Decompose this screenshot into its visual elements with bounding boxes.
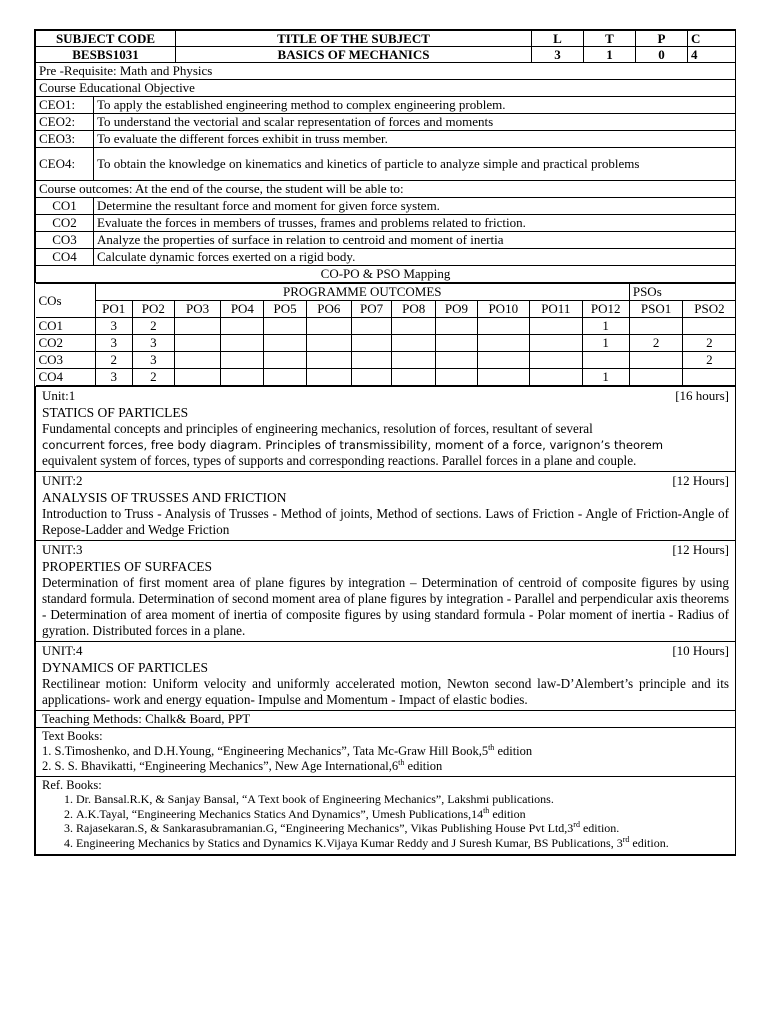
- co-code: CO4: [36, 249, 94, 266]
- unit-text: Fundamental concepts and principles of engineering mechanics, resolution of forces, resultant of several concurrent forces, free body diagram. Principles of transmissibility, moment of a force, varignon’s theorem equivalent system of forces, types of supports and corresponding reactions. Parallel forces in a plane and couple.: [42, 421, 664, 468]
- mapping-column-header: PO6: [306, 301, 351, 318]
- unit-3-section: [36, 541, 736, 642]
- unit-text: Determination of first moment area of plane figures by integration – Determination of centroid of composite figures by using standard formula. Determination of second moment area of plane figures by integration - Parallel and perpendicular axis theorems - Determination of area moment of inertia of composite figures by using standard formula - Polar moment of inertia - Radius of gyration. Distributed forces in a plane.: [42, 575, 729, 638]
- mapping-column-header: PSO2: [683, 301, 736, 318]
- unit-hours: [12 Hours]: [672, 473, 729, 488]
- mapping-cell: [306, 369, 351, 386]
- mapping-cell: [629, 318, 683, 335]
- unit-title: STATICS OF PARTICLES: [42, 405, 189, 420]
- co-text: Evaluate the forces in members of trusses, frames and problems related to friction.: [94, 215, 736, 232]
- mapping-cell: [351, 335, 391, 352]
- ref-book-item: 4. Engineering Mechanics by Statics and Dynamics K.Vijaya Kumar Reddy and J Suresh Kumar, BS Publications, 3rd edition.: [76, 837, 729, 851]
- ref-book-item: 1. Dr. Bansal.R.K, & Sanjay Bansal, “A Text book of Engineering Mechanics”, Lakshmi publications.: [76, 793, 729, 807]
- title-heading: TITLE OF THE SUBJECT: [176, 31, 532, 47]
- mapping-cell: [629, 369, 683, 386]
- ceo-row: [36, 114, 736, 131]
- mapping-cell: [683, 369, 736, 386]
- mapping-cell: [477, 318, 529, 335]
- mapping-cell: [306, 352, 351, 369]
- mapping-cell: [174, 352, 220, 369]
- pso-group-heading: PSOs: [629, 284, 735, 301]
- mapping-cell: 3: [95, 369, 132, 386]
- t-heading: T: [584, 31, 636, 47]
- co-text: Calculate dynamic forces exerted on a rigid body.: [94, 249, 736, 266]
- mapping-cell: [530, 352, 582, 369]
- co-text: Determine the resultant force and moment for given force system.: [94, 198, 736, 215]
- mapping-cell: [683, 318, 736, 335]
- mapping-cell: [477, 352, 529, 369]
- mapping-cell: [436, 318, 477, 335]
- mapping-title: CO-PO & PSO Mapping: [36, 266, 736, 283]
- mapping-column-header: PO2: [132, 301, 174, 318]
- mapping-cell: [174, 335, 220, 352]
- mapping-cell: 3: [132, 352, 174, 369]
- mapping-cell: [221, 318, 264, 335]
- mapping-cell: [306, 318, 351, 335]
- mapping-cell: 3: [95, 318, 132, 335]
- mapping-cell: [436, 335, 477, 352]
- unit-text: Introduction to Truss - Analysis of Trusses - Method of joints, Method of sections. Laws of Friction - Angle of Friction-Angle of Repose-Ladder and Wedge Friction: [42, 506, 729, 537]
- ceo-text: To evaluate the different forces exhibit in truss member.: [94, 131, 736, 148]
- unit-label: UNIT:4: [42, 643, 83, 658]
- unit-title: ANALYSIS OF TRUSSES AND FRICTION: [42, 490, 287, 505]
- mapping-co-label: CO4: [36, 369, 96, 386]
- mapping-column-headers: [36, 301, 736, 318]
- mapping-cell: [392, 352, 436, 369]
- mapping-column-header: PO5: [264, 301, 306, 318]
- unit-label: UNIT:3: [42, 542, 83, 557]
- mapping-cell: [264, 318, 306, 335]
- mapping-cell: [392, 369, 436, 386]
- mapping-cell: 1: [582, 335, 629, 352]
- co-text: Analyze the properties of surface in relation to centroid and moment of inertia: [94, 232, 736, 249]
- ceo-row: [36, 131, 736, 148]
- mapping-column-header: PO10: [477, 301, 529, 318]
- co-code: CO1: [36, 198, 94, 215]
- mapping-row: [36, 352, 736, 369]
- mapping-cell: [477, 369, 529, 386]
- teaching-methods: Teaching Methods: Chalk& Board, PPT: [36, 711, 736, 728]
- po-group-heading: PROGRAMME OUTCOMES: [95, 284, 629, 301]
- mapping-cell: [477, 335, 529, 352]
- mapping-row: [36, 318, 736, 335]
- mapping-cell: [436, 352, 477, 369]
- co-po-mapping-table: [36, 283, 736, 386]
- mapping-column-header: PO7: [351, 301, 391, 318]
- mapping-cell: [221, 369, 264, 386]
- mapping-cell: [530, 318, 582, 335]
- mapping-cell: [306, 335, 351, 352]
- mapping-cell: 3: [95, 335, 132, 352]
- mapping-column-header: PO8: [392, 301, 436, 318]
- text-books-heading: Text Books:: [42, 729, 103, 743]
- ref-books-list: [42, 793, 729, 850]
- mapping-cell: [221, 335, 264, 352]
- unit-title: PROPERTIES OF SURFACES: [42, 559, 212, 574]
- mapping-co-label: CO1: [36, 318, 96, 335]
- co-code: CO2: [36, 215, 94, 232]
- ceo-code: CEO1:: [36, 97, 94, 114]
- mapping-cell: [530, 369, 582, 386]
- mapping-cell: [582, 352, 629, 369]
- unit-hours: [12 Hours]: [672, 542, 729, 557]
- mapping-column-header: PO1: [95, 301, 132, 318]
- unit-1-section: [36, 387, 736, 472]
- unit-2-section: [36, 472, 736, 541]
- mapping-column-header: PO3: [174, 301, 220, 318]
- mapping-cell: 2: [132, 318, 174, 335]
- cos-label: COs: [36, 284, 96, 318]
- c-value: 4: [688, 47, 736, 63]
- ceo-text: To obtain the knowledge on kinematics and kinetics of particle to analyze simple and practical problems: [94, 148, 736, 181]
- syllabus-document: [34, 29, 736, 856]
- ceo-text: To apply the established engineering method to complex engineering problem.: [94, 97, 736, 114]
- mapping-cell: [221, 352, 264, 369]
- mapping-cell: 2: [683, 352, 736, 369]
- mapping-cell: 3: [132, 335, 174, 352]
- mapping-cell: [351, 369, 391, 386]
- unit-4-section: [36, 642, 736, 711]
- ceo-row: [36, 97, 736, 114]
- mapping-column-header: PO9: [436, 301, 477, 318]
- co-row: [36, 215, 736, 232]
- text-book-item: 2. S. S. Bhavikatti, “Engineering Mechanics”, New Age International,6th edition: [42, 757, 443, 773]
- l-heading: L: [532, 31, 584, 47]
- header-row: [36, 31, 736, 47]
- mapping-row: [36, 369, 736, 386]
- mapping-cell: [174, 369, 220, 386]
- unit-text: Rectilinear motion: Uniform velocity and uniformly accelerated motion, Newton second law-D’Alembert’s principle and its applications- work and energy equation- Impulse and Momentum - Impact of elastic bodies.: [42, 676, 729, 707]
- mapping-column-header: PO12: [582, 301, 629, 318]
- mapping-row: [36, 335, 736, 352]
- ceo-code: CEO2:: [36, 114, 94, 131]
- co-row: [36, 232, 736, 249]
- mapping-co-label: CO3: [36, 352, 96, 369]
- ceo-code: CEO4:: [36, 148, 94, 181]
- mapping-co-label: CO2: [36, 335, 96, 352]
- p-heading: P: [636, 31, 688, 47]
- mapping-cell: [264, 335, 306, 352]
- co-heading: Course outcomes: At the end of the course, the student will be able to:: [36, 181, 736, 198]
- unit-label: Unit:1: [42, 388, 76, 403]
- ceo-text: To understand the vectorial and scalar representation of forces and moments: [94, 114, 736, 131]
- mapping-cell: 2: [683, 335, 736, 352]
- subject-title: BASICS OF MECHANICS: [176, 47, 532, 63]
- text-book-item: 1. S.Timoshenko, and D.H.Young, “Engineering Mechanics”, Tata Mc-Graw Hill Book,5th edition: [42, 742, 533, 758]
- syllabus-table: [35, 30, 736, 855]
- ref-books-heading: Ref. Books:: [42, 778, 102, 792]
- unit-title: DYNAMICS OF PARTICLES: [42, 660, 208, 675]
- mapping-cell: [351, 318, 391, 335]
- mapping-cell: 1: [582, 318, 629, 335]
- mapping-cell: 2: [95, 352, 132, 369]
- prerequisite: Pre -Requisite: Math and Physics: [36, 63, 736, 80]
- ref-book-item: 3. Rajasekaran.S, & Sankarasubramanian.G, “Engineering Mechanics”, Vikas Publishing House Pvt Ltd,3rd edition.: [76, 822, 729, 836]
- mapping-cell: [392, 318, 436, 335]
- ref-books-section: [36, 777, 736, 855]
- subject-code-heading: SUBJECT CODE: [36, 31, 176, 47]
- mapping-cell: [436, 369, 477, 386]
- l-value: 3: [532, 47, 584, 63]
- mapping-column-header: PSO1: [629, 301, 683, 318]
- t-value: 1: [584, 47, 636, 63]
- mapping-cell: [264, 352, 306, 369]
- unit-hours: [16 hours]: [675, 388, 729, 403]
- subject-code: BESBS1031: [36, 47, 176, 63]
- mapping-cell: [264, 369, 306, 386]
- c-heading: C: [688, 31, 736, 47]
- mapping-cell: 2: [132, 369, 174, 386]
- mapping-cell: [629, 352, 683, 369]
- mapping-cell: [392, 335, 436, 352]
- ceo-code: CEO3:: [36, 131, 94, 148]
- ceo-row: [36, 148, 736, 181]
- mapping-cell: [351, 352, 391, 369]
- unit-hours: [10 Hours]: [672, 643, 729, 658]
- mapping-column-header: PO11: [530, 301, 582, 318]
- ceo-heading: Course Educational Objective: [36, 80, 736, 97]
- mapping-cell: 1: [582, 369, 629, 386]
- p-value: 0: [636, 47, 688, 63]
- text-books-section: [36, 728, 736, 777]
- unit-label: UNIT:2: [42, 473, 83, 488]
- co-row: [36, 198, 736, 215]
- header-values-row: [36, 47, 736, 63]
- mapping-cell: 2: [629, 335, 683, 352]
- co-code: CO3: [36, 232, 94, 249]
- ref-book-item: 2. A.K.Tayal, “Engineering Mechanics Statics And Dynamics”, Umesh Publications,14th edition: [76, 808, 729, 822]
- mapping-cell: [530, 335, 582, 352]
- co-row: [36, 249, 736, 266]
- mapping-column-header: PO4: [221, 301, 264, 318]
- mapping-cell: [174, 318, 220, 335]
